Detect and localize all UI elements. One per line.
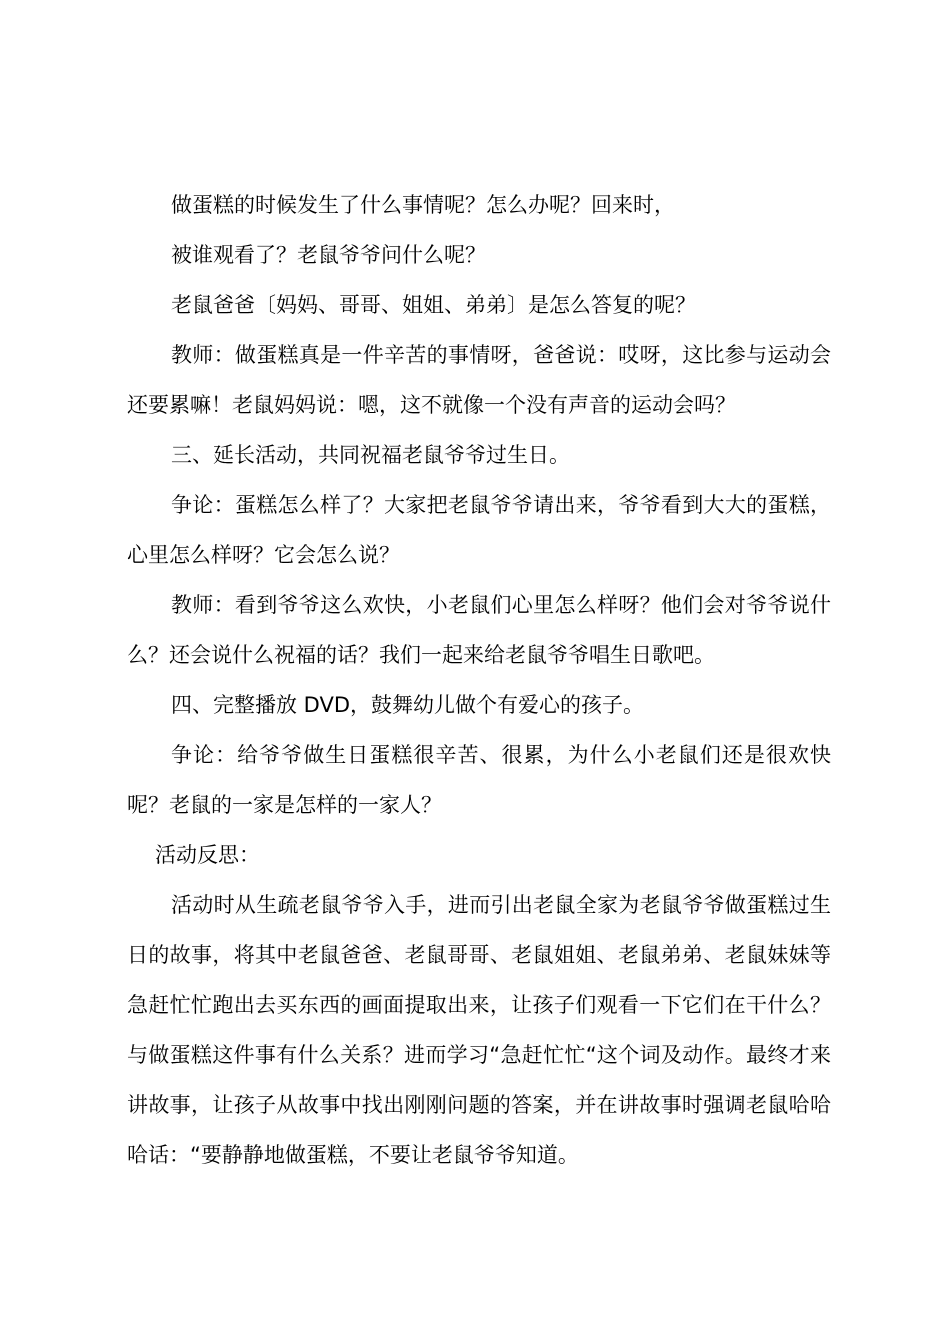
section-heading-3: 三、延长活动，共同祝福老鼠爷爷过生日。 [171,443,570,467]
paragraph-reflection: 活动时从生疏老鼠爷爷入手，进而引出老鼠全家为老鼠爷爷做蛋糕过生日的故事，将其中老鼠爸爸、老鼠哥哥、老鼠姐姐、老鼠弟弟、老鼠妹妹等急赶忙忙跑出去买东西的画面提取出来，让孩子们观看一下它们在干什么？与做蛋糕这件事有什么关系？进而学习“急赶忙忙“这个词及动作。最终才来讲故事，让孩子从故事中找出刚刚问题的答案，并在讲故事时强调老鼠哈哈哈话：“要静静地做蛋糕，不要让老鼠爷爷知道。 [127,893,831,1167]
paragraph-discussion-1: 争论：蛋糕怎么样了？大家把老鼠爷爷请出来，爷爷看到大大的蛋糕，心里怎么样呀？它会怎么说？ [127,493,831,567]
reflection-heading: 活动反思： [155,843,260,867]
document-body [127,180,831,1180]
section-heading-4: 四、完整播放 DVD，鼓舞幼儿做个有爱心的孩子。 [171,693,645,717]
paragraph-question-3: 老鼠爸爸〔妈妈、哥哥、姐姐、弟弟〕是怎么答复的呢？ [171,293,696,317]
paragraph-discussion-2: 争论：给爷爷做生日蛋糕很辛苦、很累，为什么小老鼠们还是很欢快呢？老鼠的一家是怎样的一家人？ [127,743,831,817]
paragraph-question-2: 被谁观看了？老鼠爷爷问什么呢？ [171,243,486,267]
paragraph-question-1: 做蛋糕的时候发生了什么事情呢？怎么办呢？回来时， [171,193,675,217]
paragraph-teacher-1: 教师：做蛋糕真是一件辛苦的事情呀，爸爸说：哎呀，这比参与运动会还要累嘛！老鼠妈妈说：嗯，这不就像一个没有声音的运动会吗？ [127,343,831,417]
paragraph-teacher-2: 教师：看到爷爷这么欢快，小老鼠们心里怎么样呀？他们会对爷爷说什么？还会说什么祝福的话？我们一起来给老鼠爷爷唱生日歌吧。 [127,593,831,667]
